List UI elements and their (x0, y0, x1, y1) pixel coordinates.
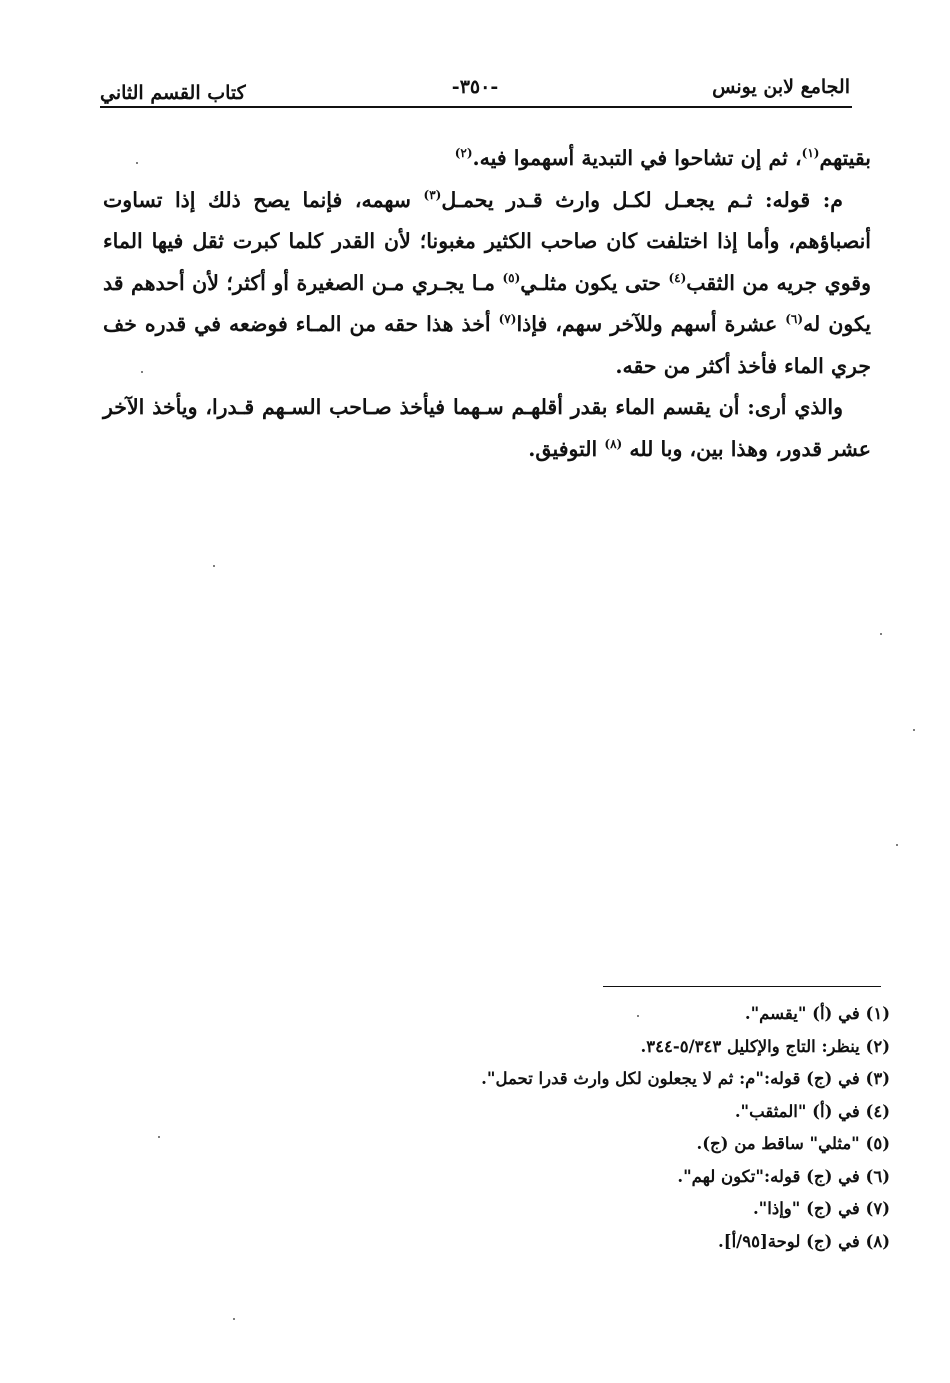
text-run: عشرة أسهم وللآخر سهم، فإذا (516, 312, 786, 336)
footnote-2: (٢) ينظر: التاج والإكليل ٥/٣٤٣-٣٤٤. (640, 1036, 890, 1056)
footnote-ref: (٤) (668, 270, 687, 285)
footnote-ref: (٥) (502, 270, 521, 285)
footnote-5: (٥) "مثلي" ساقط من (ج). (696, 1134, 890, 1153)
text-run: التوفيق. (528, 436, 605, 461)
footnote-ref: (٧) (498, 312, 517, 327)
footnote-ref: (٨) (604, 436, 623, 451)
text-run: والذي أرى: أن يقسم الماء بقدر أقلهـم سـهما فيأخذ صـاحب السـهم قـدرا، ويأخذ الآخر عشر قدور، وهذا بين، وبا لله (103, 395, 871, 461)
footnote-3: (٣) في (ج) قوله:"م: ثم لا يجعلون لكل وارث قدرا تحمل". (481, 1069, 890, 1088)
text-run: حتى يكون مثلـي (520, 270, 669, 295)
scan-speck (896, 844, 898, 846)
header-rule (100, 106, 852, 108)
text-run: بقيتهم (819, 146, 871, 170)
scan-speck (233, 1318, 235, 1320)
paragraph-3 (103, 387, 871, 470)
header-section-title: كتاب القسم الثاني (100, 82, 246, 104)
scan-speck (141, 371, 143, 373)
header-book-title: الجامع لابن يونس (712, 76, 850, 98)
scan-speck (213, 565, 215, 567)
footnote-7: (٧) في (ج) "وإذا". (752, 1199, 890, 1218)
paragraph-1 (103, 138, 871, 180)
scan-speck (136, 162, 138, 164)
paragraph-2 (103, 180, 871, 388)
text-run: م: قوله: ثـم يجعـل لكـل وارث قـدر يحمـل (441, 187, 843, 212)
scan-speck (913, 729, 915, 731)
text-run: سهمه، فإنما يصح ذلك إذا تساوت أنصباؤهم، وأما إذا اختلفت كان صاحب الكثير مغبونا؛ لأن القدر كلما كبرت ثقل فيها الماء وقوي جريه من الثقب (103, 187, 871, 295)
text-run: ، ثم إن تشاحوا في التبدية أسهموا فيه. (472, 146, 802, 170)
footnote-separator (603, 986, 881, 987)
footnote-1: (١) في (أ) "يقسم". (744, 1004, 890, 1023)
footnote-4: (٤) في (أ) "المثقب". (734, 1101, 890, 1121)
footnote-8: (٨) في (ج) لوحة[٩٥/أ]. (718, 1231, 890, 1251)
footnote-ref: (٦) (785, 312, 804, 327)
page-number: -٣٥٠- (451, 76, 499, 98)
footnote-ref: (١) (801, 146, 820, 161)
footnote-ref: (٢) (454, 146, 473, 161)
scan-speck (880, 633, 882, 635)
main-text (103, 138, 871, 470)
scan-speck (637, 1015, 639, 1017)
text-run: أخذ هذا حقه من المـاء فوضعه في قدره خف جري الماء فأخذ أكثر من حقه. (103, 312, 871, 378)
scan-speck (158, 1136, 160, 1138)
footnote-ref: (٣) (423, 187, 442, 202)
footnote-6: (٦) في (ج) قوله:"تكون لهم". (677, 1166, 890, 1186)
footnotes (481, 998, 890, 1258)
text-run: مـا يجـري مـن الصغيرة أو أكثر؛ لأن أحدهم قد يكون له (103, 270, 871, 336)
running-header (100, 70, 850, 110)
